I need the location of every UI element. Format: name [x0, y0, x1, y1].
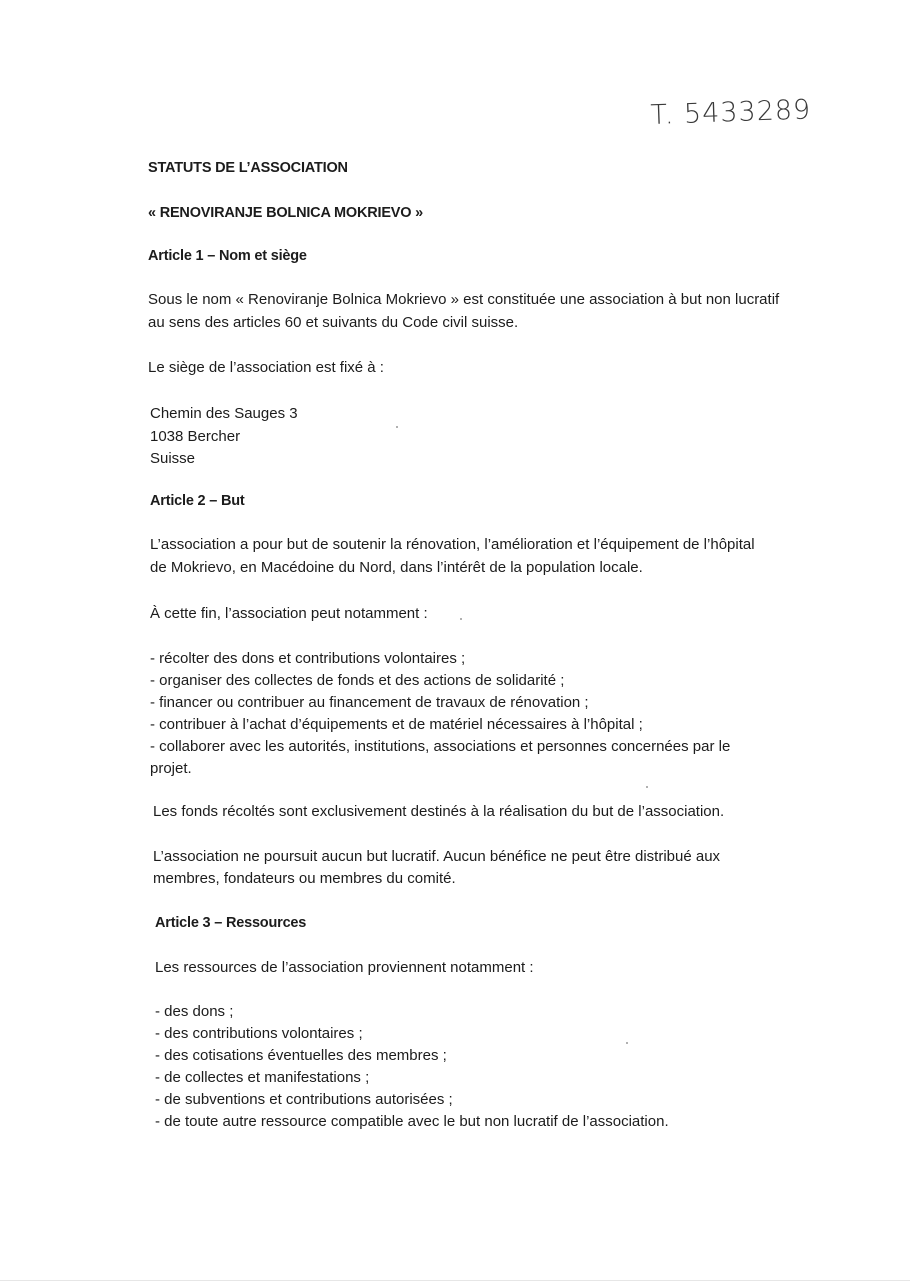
list-item-continuation: projet. [150, 760, 192, 777]
article-1-paragraph-line-1: Sous le nom « Renoviranje Bolnica Mokrievo » est constituée une association à but non lucratif [148, 291, 780, 308]
association-name: « RENOVIRANJE BOLNICA MOKRIEVO » [148, 205, 424, 221]
article-2-paragraph-line-2: de Mokrievo, en Macédoine du Nord, dans l’intérêt de la population locale. [150, 559, 643, 576]
article-1-heading: Article 1 – Nom et siège [148, 248, 307, 264]
list-item: - des cotisations éventuelles des membres ; [155, 1047, 447, 1064]
list-item: - de subventions et contributions autorisées ; [155, 1091, 453, 1108]
scan-speck [396, 426, 398, 428]
page-edge [0, 1280, 910, 1281]
article-2-list-intro: À cette fin, l’association peut notamment : [150, 605, 428, 622]
article-2-heading: Article 2 – But [150, 493, 245, 509]
article-1-paragraph-line-2: au sens des articles 60 et suivants du Code civil suisse. [148, 314, 519, 331]
funds-statement: Les fonds récoltés sont exclusivement destinés à la réalisation du but de l’association. [153, 803, 725, 820]
list-item: - récolter des dons et contributions volontaires ; [150, 650, 466, 667]
address-street: Chemin des Sauges 3 [150, 405, 298, 422]
list-item: - de collectes et manifestations ; [155, 1069, 370, 1086]
list-item: - collaborer avec les autorités, institutions, associations et personnes concernées par le [150, 738, 731, 755]
article-3-intro: Les ressources de l’association proviennent notamment : [155, 959, 534, 976]
list-item: - des contributions volontaires ; [155, 1025, 363, 1042]
list-item: - des dons ; [155, 1003, 234, 1020]
article-3-heading: Article 3 – Ressources [155, 915, 307, 931]
list-item: - contribuer à l’achat d’équipements et de matériel nécessaires à l’hôpital ; [150, 716, 643, 733]
address-city: 1038 Bercher [150, 428, 241, 445]
nonprofit-statement-line-1: L’association ne poursuit aucun but lucratif. Aucun bénéfice ne peut être distribué aux [153, 848, 721, 865]
scan-speck [626, 1042, 628, 1044]
article-2-paragraph-line-1: L’association a pour but de soutenir la rénovation, l’amélioration et l’équipement de l’hôpital [150, 536, 755, 553]
nonprofit-statement-line-2: membres, fondateurs ou membres du comité. [153, 870, 456, 887]
handwritten-reference-number: T. 5433289 [650, 94, 812, 131]
scan-speck [460, 618, 462, 620]
document-title: STATUTS DE L’ASSOCIATION [148, 160, 348, 176]
scan-speck [646, 786, 648, 788]
list-item: - de toute autre ressource compatible avec le but non lucratif de l’association. [155, 1113, 669, 1130]
address-country: Suisse [150, 450, 196, 467]
list-item: - organiser des collectes de fonds et des actions de solidarité ; [150, 672, 565, 689]
seat-intro: Le siège de l’association est fixé à : [148, 359, 384, 376]
list-item: - financer ou contribuer au financement de travaux de rénovation ; [150, 694, 589, 711]
